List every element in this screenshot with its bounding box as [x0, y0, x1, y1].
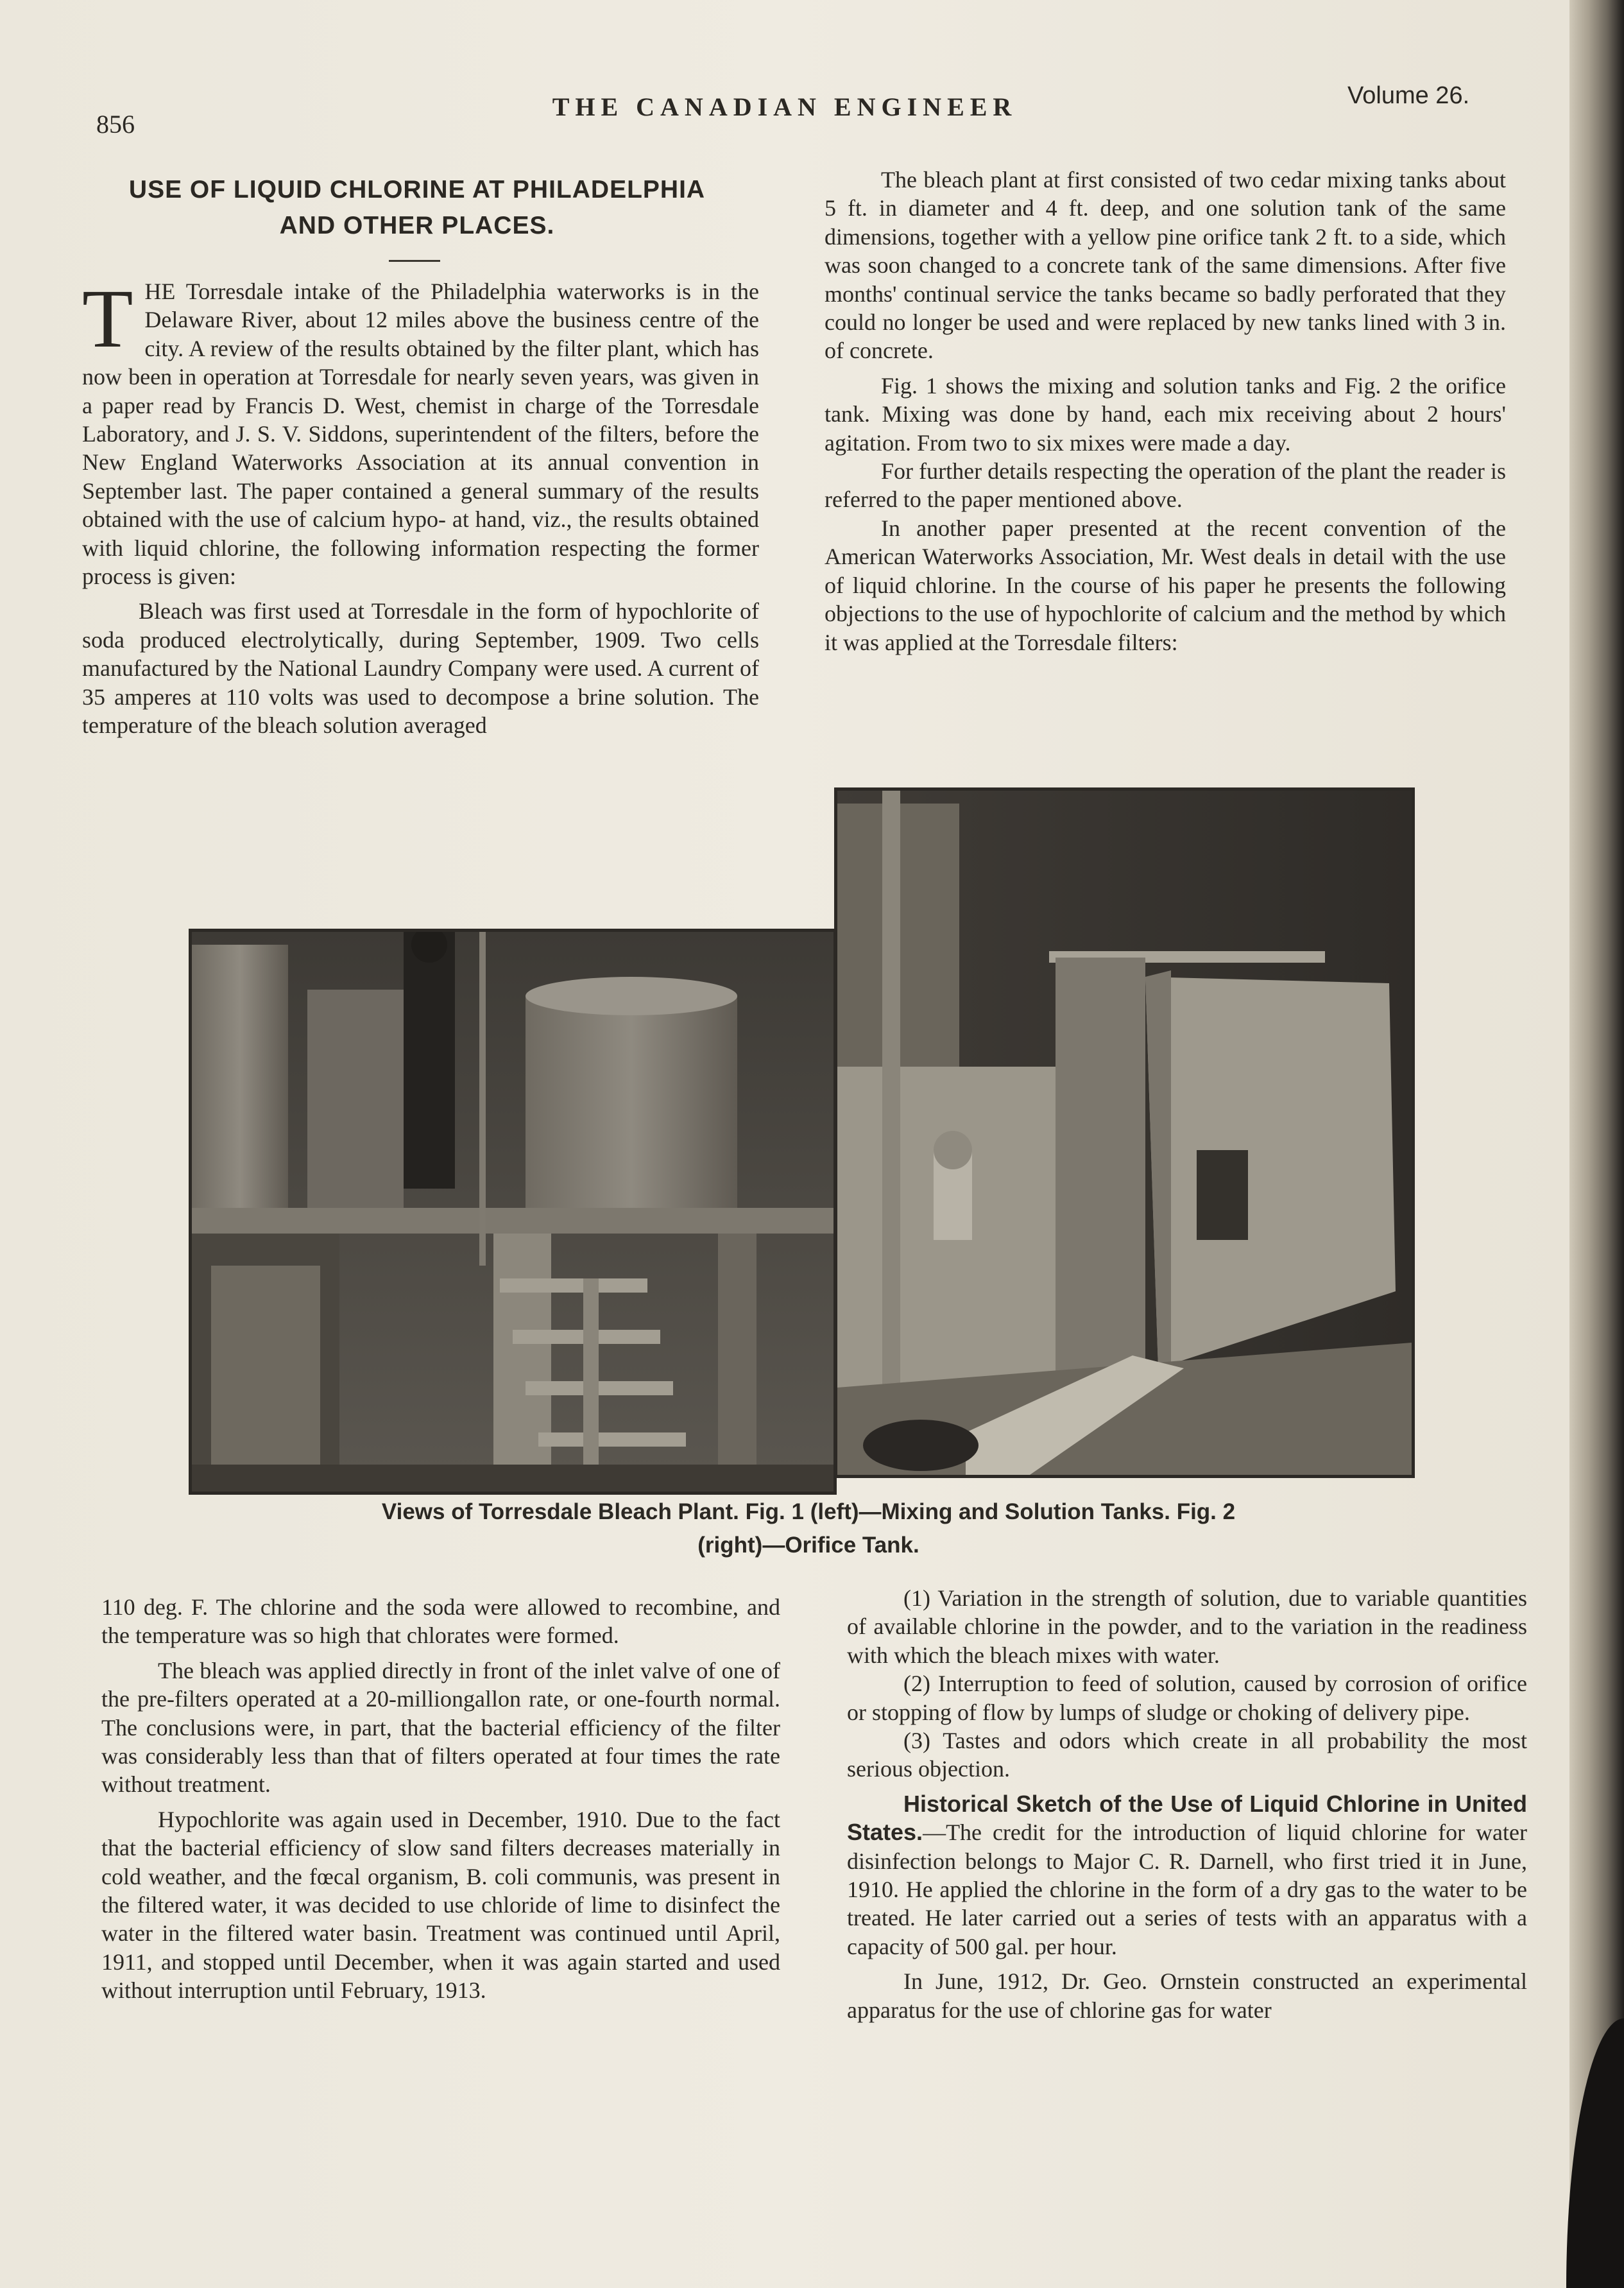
paragraph-objections: In another paper presented at the recent convention of the American Waterworks Association, Mr. West deals in detail with the use of liquid chlorine. In the course of his paper he presents the following objections to the use of hypochlorite of calcium and the method by which it was applied at the Torresdale filters:: [825, 515, 1506, 655]
mixing-tanks-image: [192, 932, 833, 1492]
journal-title: THE CANADIAN ENGINEER: [552, 92, 1018, 121]
drop-cap: T: [82, 273, 133, 365]
intro-text: HE Torresdale intake of the Philadelphia waterworks is in the Delaware River, about 12 miles above the business centre of the city. A review of the results obtained by the filter plant, which has now been in operation at Torresdale for nearly seven years, was given in a paper read by Francis D. West, chemist in charge of the Torresdale Laboratory, and J. S. V. Siddons, superintendent of the filters, before the New England Waterworks Association at its annual convention in September last. The paper contained a general summary of the results obtained with the use of calcium hypo- at hand, viz., the results obtained with liquid chlorine, the following information respecting the former process is given:: [82, 279, 759, 590]
column-1: [82, 273, 759, 740]
column-4: [847, 1584, 1527, 2024]
paragraph-intro: [82, 273, 759, 590]
figure-1-photo: [189, 929, 837, 1495]
paragraph-temperature: 110 deg. F. The chlorine and the soda were allowed to recombine, and the temperature was so high that chlorates were formed.: [101, 1594, 780, 1649]
paragraph-application: The bleach was applied directly in front of the inlet valve of one of the pre-filters operated at a 20-milliongallon rate, or one-fourth normal. The conclusions were, in part, that the bacterial efficiency of the filter was considerably less than that of filters operated at four times the rate without treatment.: [101, 1657, 780, 1798]
paragraph-hypochlorite: Hypochlorite was again used in December, 1910. Due to the fact that the bacterial efficiency of slow sand filters decreases materially in cold weather, and the fœcal organism, B. coli communis, was present in the filtered water, it was decided to use chloride of lime to disinfect the water in the filtered water basin. Treatment was continued until April, 1911, and stopped until December, when it was again started and used without interruption until February, 1913.: [101, 1806, 780, 2004]
paragraph-ornstein: In June, 1912, Dr. Geo. Ornstein constructed an experimental apparatus for the use of chlorine gas for water: [847, 1968, 1527, 2023]
column-2: [825, 166, 1506, 657]
volume-label: Volume 26.: [1347, 82, 1470, 109]
caption-line1: Views of Torresdale Bleach Plant. Fig. 1 (left)—Mixing and Solution Tanks. Fig. 2: [381, 1499, 1236, 1524]
article-title-line1: USE OF LIQUID CHLORINE AT PHILADELPHIA: [128, 176, 706, 203]
objection-1: (1) Variation in the strength of solution, due to variable quantities of available chlorine in the powder, and to the variation in the readiness with which the bleach mixes with water.: [847, 1585, 1527, 1668]
title-divider: [389, 260, 440, 262]
page-number: 856: [96, 110, 135, 139]
historical-text: —The credit for the introduction of liquid chlorine for water disinfection belongs to Major C. R. Darnell, who first tried it in June, 1910. He applied the chlorine in the form of a dry gas to the water to be treated. He later carried out a series of tests with an apparatus with a capacity of 500 gal. per hour.: [847, 1819, 1527, 1959]
objection-3: (3) Tastes and odors which create in all probability the most serious objection.: [847, 1728, 1527, 1782]
article-title-line2: AND OTHER PLACES.: [279, 212, 555, 239]
objection-2: (2) Interruption to feed of solution, caused by corrosion of orifice or stopping of flow by lumps of sludge or choking of delivery pipe.: [847, 1671, 1527, 1725]
column-3: [101, 1593, 780, 2005]
book-gutter: [1569, 0, 1624, 2288]
paragraph-bleach: Bleach was first used at Torresdale in the form of hypochlorite of soda produced electrolytically, during September, 1909. Two cells manufactured by the National Laundry Company were used. A current of 35 amperes at 110 volts was used to decompose a brine solution. The temperature of the bleach solution averaged: [82, 598, 759, 739]
paragraph-historical: [847, 1790, 1527, 1961]
figure-caption: [231, 1495, 1386, 1562]
figure-2-photo: [834, 787, 1415, 1478]
orifice-tank-image: [837, 791, 1412, 1475]
paragraph-details: For further details respecting the operation of the plant the reader is referred to the paper mentioned above.: [825, 458, 1506, 513]
historical-heading: Historical Sketch of the Use of Liquid Chlorine in United States.: [847, 1790, 1527, 1846]
paragraph-figures: Fig. 1 shows the mixing and solution tanks and Fig. 2 the orifice tank. Mixing was done by hand, each mix receiving about 2 hours' agitation. From two to six mixes were made a day.: [825, 372, 1506, 456]
paragraph-plant: The bleach plant at first consisted of two cedar mixing tanks about 5 ft. in diameter and 4 ft. deep, and one solution tank of the same dimensions, together with a yellow pine orifice tank 2 ft. to a side, which was soon changed to a concrete tank of the same dimensions. After five months' continual service the tanks became so badly perforated that they could no longer be used and were replaced by new tanks lined with 3 in. of concrete.: [825, 167, 1506, 364]
caption-line2: (right)—Orifice Tank.: [697, 1533, 919, 1558]
